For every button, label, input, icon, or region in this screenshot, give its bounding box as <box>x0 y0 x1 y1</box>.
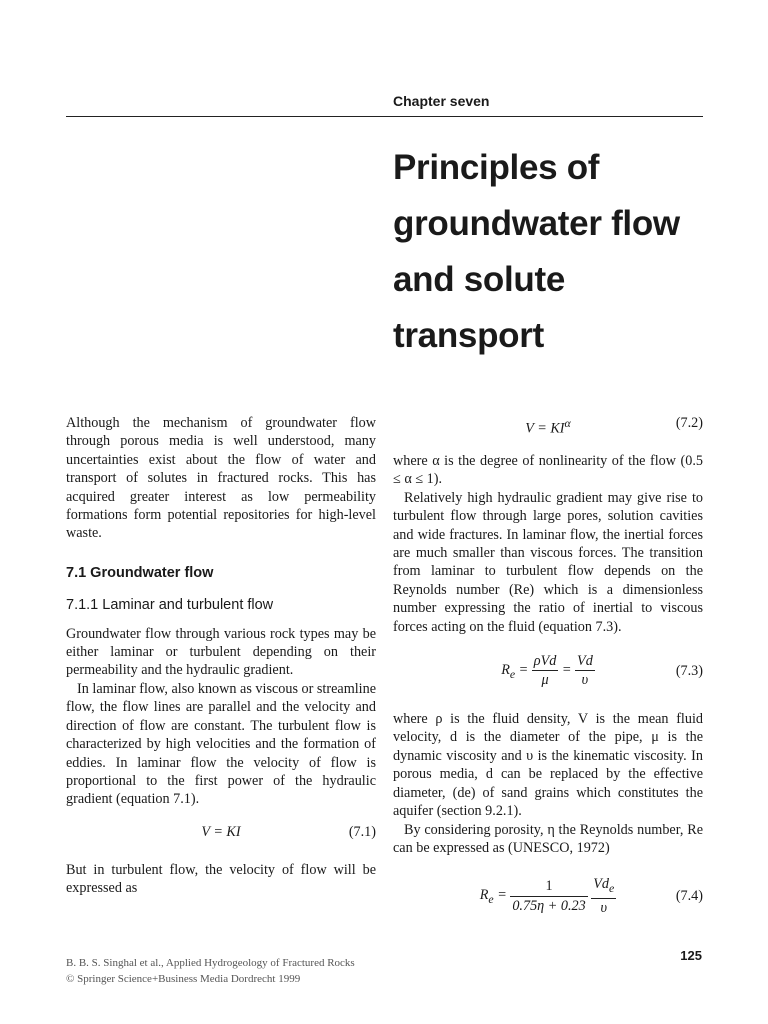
chapter-title: Principles of groundwater flow and solute transport <box>393 148 680 355</box>
footer-citation <box>66 955 355 987</box>
body-paragraph: By considering porosity, η the Reynolds number, Re can be expressed as (UNESCO, 1972) <box>393 821 703 856</box>
equation-number: (7.4) <box>675 888 703 905</box>
equation-expression: $R_e$ = $\frac{\text{ρVd}}{\mu}$ = $\frac{Vd}{\upsilon}$ <box>501 653 593 689</box>
intro-paragraph: Although the mechanism of groundwater flow through porous media is well understood, many uncertainties exist about the flow of water and transport of solutes in fractured rocks. This has acquired greater interest as low permeability formations form potential repositories for high-level waste. <box>66 415 376 542</box>
body-paragraph: In laminar flow, also known as viscous or streamline flow, the flow lines are parallel and the velocity and direction of flow are constant. The turbulent flow is characterized by high velocities and the formation of eddies. In laminar flow the velocity of flow is proportional to the first power of the hydraulic gradient (equation 7.1). <box>66 680 376 808</box>
equation-expression: $R_e$ = $\frac{1}{0.75\eta + 0.23}$ $\frac{Vd_e}{\upsilon}$ <box>479 876 615 916</box>
equation-expression: V = KI <box>201 823 241 840</box>
equation-number: (7.1) <box>348 823 376 840</box>
equation-expression: $V = KI^\alpha$ <box>525 416 571 437</box>
section-heading: 7.1 Groundwater flow <box>66 564 214 581</box>
body-paragraph: Relatively high hydraulic gradient may give rise to turbulent flow through large pores, solution cavities and wide fractures. In laminar flow, the inertial forces are much smaller than viscous forces. The transition from laminar to turbulent flow depends on the Reynolds number (Re) which is a dimensionless number expressing the ratio of inertial to viscous forces acting on the fluid (equation 7.3). <box>393 489 703 635</box>
left-column <box>66 414 376 898</box>
citation-text: B. B. S. Singhal et al., Applied Hydrogeology of Fractured Rocks <box>66 957 355 969</box>
equation-7-4 <box>393 869 703 919</box>
body-paragraph: But in turbulent flow, the velocity of flow will be expressed as <box>66 861 376 897</box>
equation-number: (7.3) <box>675 663 703 680</box>
subsection-heading: 7.1.1 Laminar and turbulent flow <box>66 597 274 614</box>
body-paragraph: where ρ is the fluid density, V is the mean fluid velocity, d is the diameter of the pipe, μ is the dynamic viscosity and υ is the kinematic viscosity. In porous media, d can be replaced by the effective diameter, (de) of sand grains which constitutes the aquifer (section 9.2.1). <box>393 711 703 820</box>
equation-7-3 <box>393 644 703 698</box>
equation-number: (7.2) <box>675 415 703 431</box>
page-number: 125 <box>680 948 702 963</box>
body-paragraph: where α is the degree of nonlinearity of the flow (0.5 ≤ α ≤ 1). <box>393 453 703 488</box>
header-rule <box>66 116 703 117</box>
chapter-label: Chapter seven <box>393 93 490 109</box>
equation-7-1 <box>66 823 376 845</box>
equation-7-2 <box>393 414 703 436</box>
copyright-text: © Springer Science+Business Media Dordrecht 1999 <box>66 973 301 985</box>
right-column <box>393 414 703 919</box>
body-paragraph: Groundwater flow through various rock types may be either laminar or turbulent depending on their permeability and the hydraulic gradient. <box>66 625 376 679</box>
